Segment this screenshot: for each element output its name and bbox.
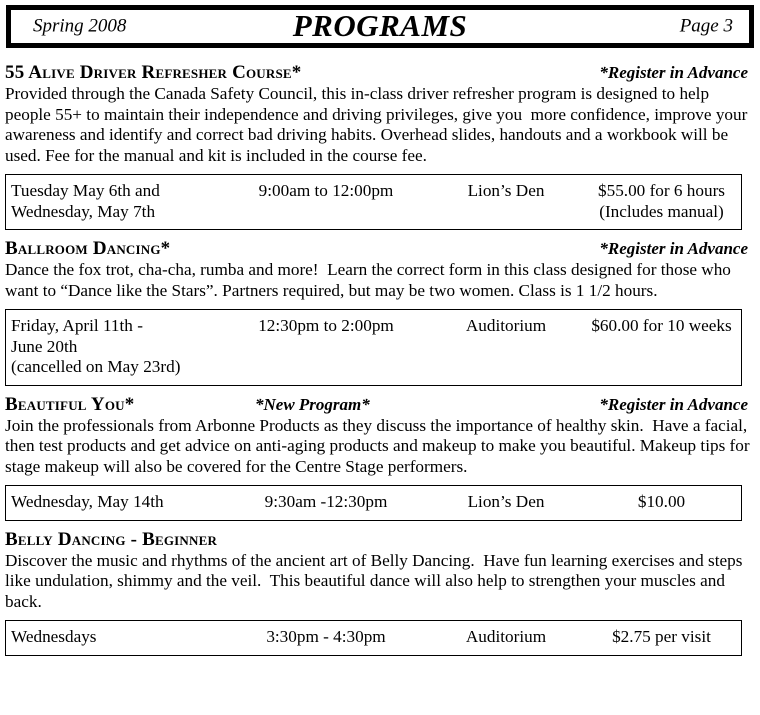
program-description: Discover the music and rhythms of the ancient art of Belly Dancing. Have fun learning exercises and steps like undulation, shimmy and the veil. This beautiful dance will also help to strengthen your muscles and back. — [5, 550, 747, 611]
schedule-location: Lion’s Den — [467, 181, 545, 200]
schedule-date-line: June 20th — [11, 336, 78, 356]
program-title: Beautiful You* — [5, 393, 135, 415]
program-entry — [5, 238, 752, 386]
schedule-date-line: (cancelled on May 23rd) — [11, 357, 181, 376]
schedule-date-line: Tuesday May 6th and — [11, 181, 160, 200]
schedule-time: 3:30pm - 4:30pm — [266, 627, 386, 646]
schedule-cost-line: $60.00 for 10 weeks — [591, 316, 732, 335]
schedule-table — [11, 492, 737, 513]
schedule-cost — [586, 316, 737, 378]
program-entry — [5, 529, 752, 656]
schedule-table — [11, 627, 737, 648]
schedule-cost — [586, 181, 737, 222]
program-heading — [5, 529, 752, 551]
schedule-dates — [11, 316, 226, 378]
table-row — [11, 627, 737, 648]
schedule-cost-line: $10.00 — [637, 492, 686, 511]
schedule-cost-line: $2.75 per visit — [612, 627, 711, 646]
schedule-location: Auditorium — [465, 316, 547, 335]
table-row — [11, 181, 737, 222]
schedule-table — [11, 316, 737, 378]
page-header-banner — [6, 5, 754, 48]
program-note-register: *Register in Advance — [599, 394, 748, 414]
schedule-dates — [11, 492, 226, 513]
schedule-dates — [11, 627, 226, 648]
program-title: Belly Dancing - Beginner — [5, 528, 218, 550]
page-title: PROGRAMS — [292, 7, 468, 43]
programs-list — [0, 48, 760, 656]
issue-season: Spring 2008 — [33, 15, 127, 37]
schedule-location: Auditorium — [465, 627, 547, 646]
schedule-cost-line: $55.00 for 6 hours — [598, 181, 725, 200]
program-description: Provided through the Canada Safety Council, this in-class driver refresher program is designed to help people 55+ to maintain their independence and driving privileges, give you more confidence, improve your awareness and identify and correct bad driving habits. Overhead slides, handouts and a workbook will be used. Fee for the manual and kit is included in the course fee. — [5, 84, 752, 165]
program-note-register: *Register in Advance — [599, 239, 748, 258]
schedule-cost — [586, 492, 737, 513]
schedule-location: Lion’s Den — [467, 492, 545, 511]
program-note-new: *New Program* — [255, 394, 370, 414]
program-schedule-box — [5, 485, 742, 521]
schedule-date-line: Friday, April 11th - — [11, 316, 143, 335]
program-heading — [5, 238, 752, 260]
program-schedule-box — [5, 620, 742, 656]
schedule-table — [11, 181, 737, 222]
schedule-time: 9:30am -12:30pm — [264, 492, 388, 511]
program-heading — [5, 394, 752, 416]
program-entry — [5, 62, 752, 230]
table-row — [11, 316, 737, 378]
program-schedule-box — [5, 309, 742, 386]
schedule-date-line: Wednesdays — [11, 627, 97, 646]
program-description: Dance the fox trot, cha-cha, rumba and more! Learn the correct form in this class designed for those who want to “Dance like the Stars”. Partners required, but may be two women. Class is 1 1/2 hours. — [5, 260, 736, 300]
program-schedule-box — [5, 174, 742, 230]
program-entry — [5, 394, 752, 521]
schedule-cost — [586, 627, 737, 648]
page-number: Page 3 — [679, 15, 733, 37]
program-title: Ballroom Dancing* — [5, 238, 171, 259]
schedule-date-line: Wednesday, May 14th — [11, 492, 164, 511]
schedule-time: 9:00am to 12:00pm — [258, 181, 394, 200]
program-description: Join the professionals from Arbonne Products as they discuss the importance of healthy skin. Have a facial, then test products and get advice on anti-aging products and makeup to make you beautiful. Makeup tips for stage makeup will also be covered for the Centre Stage performers. — [5, 415, 754, 476]
schedule-date-line: Wednesday, May 7th — [11, 201, 156, 221]
program-note-register: *Register in Advance — [599, 63, 748, 82]
schedule-cost-line: (Includes manual) — [599, 201, 724, 221]
program-title: 55 Alive Driver Refresher Course* — [5, 62, 302, 83]
schedule-dates — [11, 181, 226, 222]
program-heading — [5, 62, 752, 84]
schedule-time: 12:30pm to 2:00pm — [258, 316, 394, 335]
table-row — [11, 492, 737, 513]
